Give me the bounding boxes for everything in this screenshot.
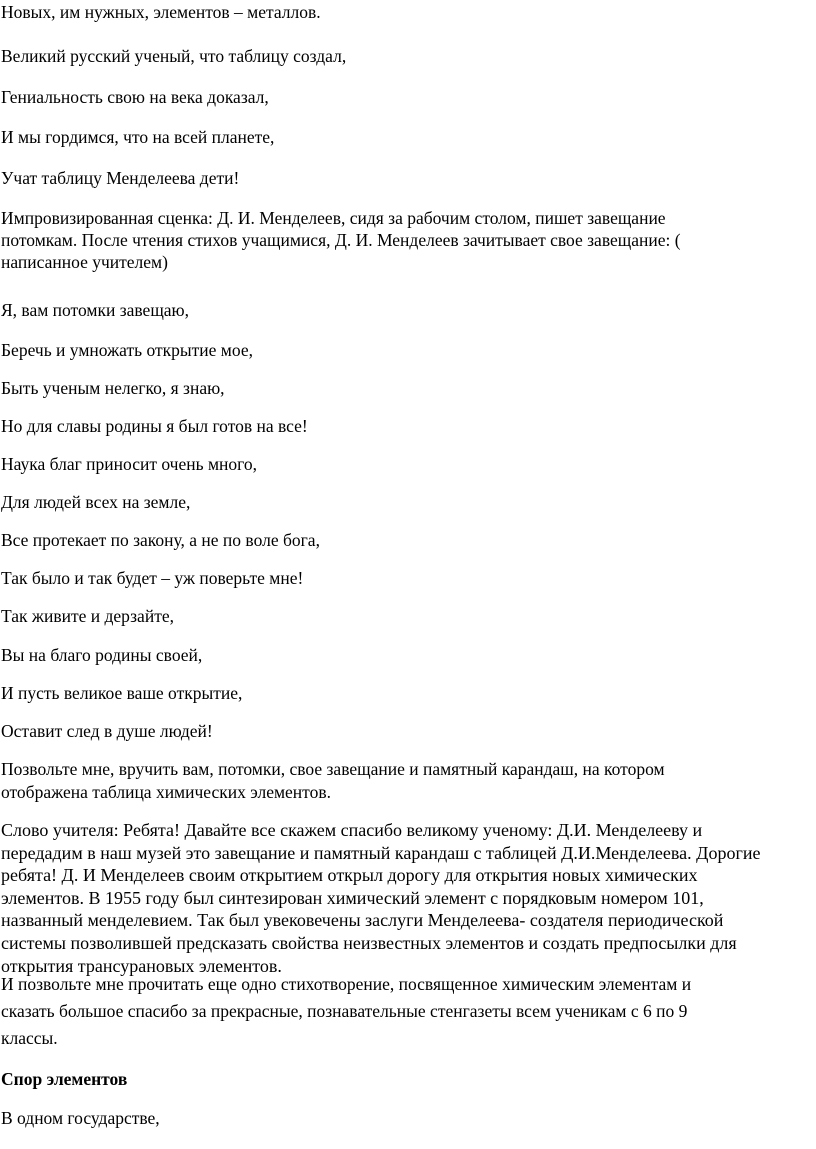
paragraph-line: системы позволившей предсказать свойства неизвестных элементов и создать предпосылки для [1, 932, 737, 953]
testament-line: Беречь и умножать открытие мое, [1, 340, 253, 360]
poem-line: Новых, им нужных, элементов – металлов. [1, 2, 321, 22]
paragraph-line: ребята! Д. И Менделеев своим открытием открыл дорогу для открытия новых химических [1, 865, 698, 886]
testament-line: Вы на благо родины своей, [1, 645, 203, 665]
paragraph-line: сказать большое спасибо за прекрасные, познавательные стенгазеты всем ученикам с 6 по 9 [1, 1001, 688, 1021]
teacher-paragraph [1, 819, 801, 977]
testament-line: Быть ученым нелегко, я знаю, [1, 378, 225, 398]
paragraph-line: Импровизированная сценка: Д. И. Менделеев, сидя за рабочим столом, пишет завещание [1, 208, 666, 228]
poem-line: Учат таблицу Менделеева дети! [1, 168, 240, 188]
paragraph-line: элементов. В 1955 году был синтезирован химический элемент с порядковым номером 101, [1, 887, 704, 908]
testament-line: Наука благ приносит очень много, [1, 454, 257, 474]
testament-line: Я, вам потомки завещаю, [1, 300, 190, 320]
testament-line: Так было и так будет – уж поверьте мне! [1, 568, 304, 588]
paragraph-line: передадим в наш музей это завещание и памятный карандаш с таблицей Д.И.Менделеева. Дорогие [1, 842, 761, 863]
poem-line: И мы гордимся, что на всей планете, [1, 127, 275, 147]
paragraph-line: названный менделевием. Так был увековечены заслуги Менделеева- создателя периодической [1, 910, 724, 931]
paragraph-line: классы. [1, 1028, 58, 1048]
paragraph-line: отображена таблица химических элементов. [1, 782, 331, 802]
stage-direction-paragraph [1, 207, 801, 273]
paragraph-line: Слово учителя: Ребята! Давайте все скажем спасибо великому ученому: Д.И. Менделееву и [1, 820, 703, 840]
paragraph-line: И позвольте мне прочитать еще одно стихотворение, посвященное химическим элементам и [1, 974, 692, 994]
pencil-paragraph [1, 758, 801, 804]
poem-line: Великий русский ученый, что таблицу создал, [1, 46, 347, 66]
paragraph-line: потомкам. После чтения стихов учащимися, Д. И. Менделеев зачитывает свое завещание: ( [1, 230, 681, 250]
testament-line: Оставит след в душе людей! [1, 721, 213, 741]
testament-line: Для людей всех на земле, [1, 492, 191, 512]
paragraph-line: открытия трансурановых элементов. [1, 955, 282, 976]
testament-line: Но для славы родины я был готов на все! [1, 416, 308, 436]
paragraph-line: написанное учителем) [1, 252, 168, 272]
poem-line: В одном государстве, [1, 1108, 160, 1128]
testament-line: Все протекает по закону, а не по воле бога, [1, 530, 320, 550]
poem-line: Гениальность свою на века доказал, [1, 87, 269, 107]
paragraph-line: Позвольте мне, вручить вам, потомки, свое завещание и памятный карандаш, на котором [1, 759, 665, 779]
testament-line: Так живите и дерзайте, [1, 606, 174, 626]
thanks-paragraph [1, 971, 801, 1052]
testament-line: И пусть великое ваше открытие, [1, 683, 243, 703]
section-heading: Спор элементов [1, 1069, 128, 1089]
